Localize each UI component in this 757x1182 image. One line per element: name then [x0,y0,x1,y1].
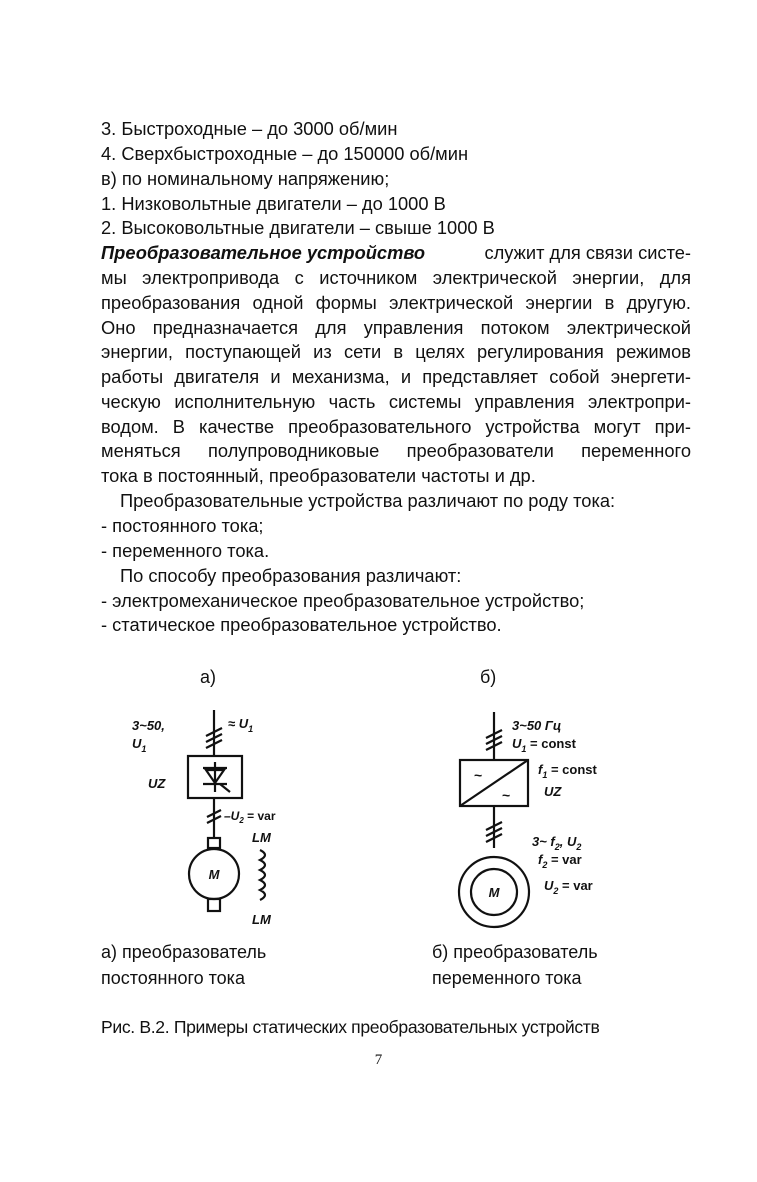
paragraph-1-line-5: энергии, поступающей из сети в целях регулирования режимов [101,341,691,362]
motor-brush-top [208,838,220,848]
paragraph-1-line-4: Оно предназначается для управления потоком электрической [101,317,691,338]
paragraph-1-line-10: тока в постоянный, преобразователи частоты и др. [101,465,536,486]
figure-label-a: а) [200,667,217,687]
diagram-dc-converter [120,700,320,935]
converter-diagonal [460,760,528,806]
paragraph-1-line-1-rest: служит для связи систе- [484,242,691,263]
paragraph-1-line-6: работы двигателя и механизма, и представляет собой энергети- [101,366,691,387]
motor-brush-bottom [208,899,220,911]
term-converter: Преобразовательное устройство [101,242,426,263]
converter-label-b: UZ [544,784,562,799]
voltage-heading: в) по номинальному напряжению; [101,168,390,189]
paragraph-3-item-2: - статическое преобразовательное устройство. [101,614,502,635]
ac-input-label-a: ≈ $U_1$ [228,716,254,734]
paragraph-1-line-3: преобразования одной формы электрической энергии в другую. [101,292,691,313]
caption-a-line-2: постоянного тока [101,968,245,988]
supply-voltage-b: $U_1$ = const [512,736,576,754]
field-label-bottom: LM [252,912,271,927]
caption-b-line-1: б) преобразователь [432,942,598,962]
supply-voltage-a: $U_1$ [132,736,147,754]
figure-caption: Рис. В.2. Примеры статических преобразовательных устройств [101,1017,600,1037]
paragraph-1-line-2: мы электропривода с источником электрической энергии, для [101,267,691,288]
thyristor-gate [220,784,230,792]
supply-label-a: 3~50, [132,718,165,733]
paragraph-1-line-9: меняться полупроводниковые преобразователи переменного [101,440,691,461]
paragraph-2-item-2: - переменного тока. [101,540,270,561]
dc-output-label: $-U_2$ = var [224,809,276,825]
diagram-ac-converter [440,700,640,935]
field-winding [260,850,265,900]
field-label-top: LM [252,830,271,845]
paragraph-1-line-8: водом. В качестве преобразовательного устройства могут при- [101,416,691,437]
output-label-b: 3~ $f_2$, $U_2$ [532,834,582,852]
list-item-speed-4: 4. Сверхбыстроходные – до 150000 об/мин [101,143,469,164]
figure-label-b: б) [480,667,497,687]
output-frequency-b: $f_2$ = var [538,852,582,870]
page-number: 7 [374,1052,383,1068]
supply-label-b: 3~50 Гц [512,718,562,733]
motor-label-b: M [488,885,500,900]
caption-a-line-1: а) преобразователь [101,942,267,962]
paragraph-1-line-1 [101,241,691,266]
input-frequency-b: $f_1$ = const [538,762,597,780]
paragraph-2: Преобразовательные устройства различают по роду тока: [120,490,616,511]
list-item-voltage-2: 2. Высоковольтные двигатели – свыше 1000 В [101,217,495,238]
list-item-speed-3: 3. Быстроходные – до 3000 об/мин [101,118,398,139]
paragraph-2-item-1: - постоянного тока; [101,515,264,536]
paragraph-3-item-1: - электромеханическое преобразовательное устройство; [101,590,585,611]
output-voltage-b: $U_2$ = var [544,878,593,896]
caption-b-line-2: переменного тока [432,968,582,988]
motor-label-a: M [208,867,220,882]
block-symbol-top: ~ [474,767,483,783]
list-item-voltage-1: 1. Низковольтные двигатели – до 1000 В [101,193,446,214]
converter-label-a: UZ [148,776,166,791]
paragraph-3: По способу преобразования различают: [120,565,462,586]
block-symbol-bottom: ~ [502,787,511,803]
paragraph-1-line-7: ческую исполнительную часть системы управления электропри- [101,391,691,412]
